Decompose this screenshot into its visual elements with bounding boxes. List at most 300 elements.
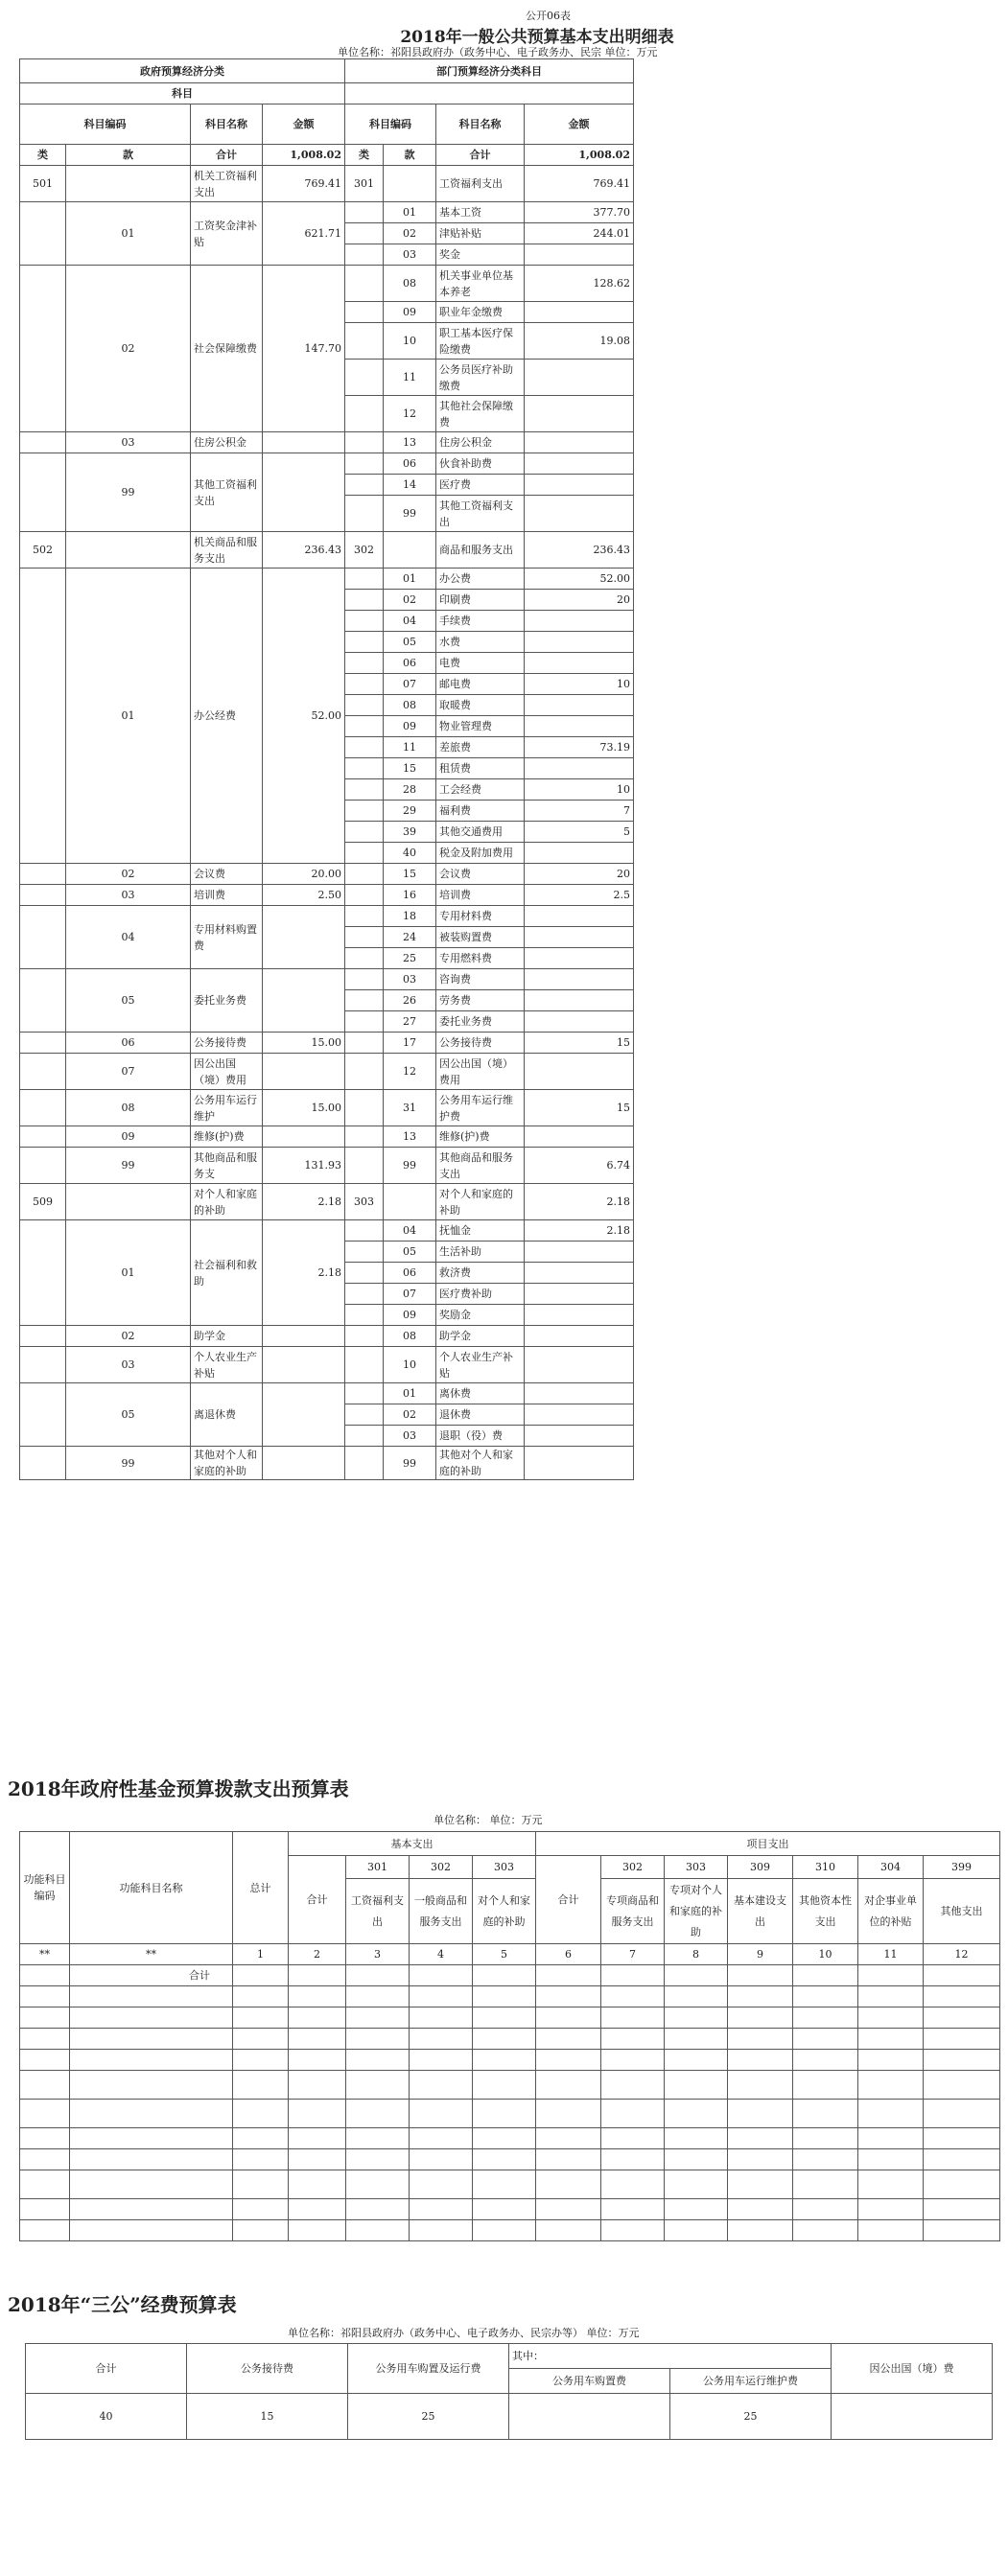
- dept-lei: [345, 758, 384, 779]
- gov-kuan: 01: [66, 569, 191, 864]
- table-row: [20, 906, 634, 927]
- dept-lei: [345, 1284, 384, 1305]
- dept-lei: [345, 1242, 384, 1263]
- gov-name: 社会保障缴费: [191, 266, 263, 432]
- dept-kuan: 24: [384, 927, 436, 948]
- dept-lei: [345, 695, 384, 716]
- car-value: 25: [348, 2394, 509, 2440]
- dept-lei: [345, 1305, 384, 1326]
- dept-kuan: 12: [384, 1054, 436, 1090]
- dept-name: 住房公积金: [436, 432, 525, 453]
- basic-header: 基本支出: [289, 1832, 536, 1856]
- dept-amount: [525, 969, 634, 990]
- gov-amount: [263, 453, 345, 532]
- gov-kuan: 01: [66, 202, 191, 266]
- kuan-header: 款: [66, 145, 191, 166]
- dept-kuan: 07: [384, 674, 436, 695]
- dept-lei: [345, 716, 384, 737]
- table-row: [20, 1054, 634, 1090]
- dept-lei: [345, 969, 384, 990]
- total-label: 合计: [191, 145, 263, 166]
- gov-amount: [263, 1126, 345, 1148]
- basic-name-1: 一般商品和服务支出: [410, 1879, 473, 1944]
- gov-lei: [20, 864, 66, 885]
- proj-name-4: 对企事业单位的补贴: [858, 1879, 924, 1944]
- gov-amount: 2.18: [263, 1220, 345, 1326]
- dept-amount: [525, 1305, 634, 1326]
- table-row: [20, 532, 634, 569]
- dept-kuan: 15: [384, 864, 436, 885]
- proj-name-5: 其他支出: [924, 1879, 1000, 1944]
- gov-name: 公务用车运行维护: [191, 1090, 263, 1126]
- gov-kuan: [66, 1184, 191, 1220]
- func-code-header: 功能科目编码: [20, 1832, 70, 1944]
- table-row: [20, 2128, 1000, 2149]
- dept-amount: 20: [525, 590, 634, 611]
- table1: [19, 58, 634, 1480]
- project-header: 项目支出: [536, 1832, 1000, 1856]
- table-row: [20, 1126, 634, 1148]
- dept-kuan: 02: [384, 1404, 436, 1426]
- dept-lei: [345, 396, 384, 432]
- dept-lei: [345, 1263, 384, 1284]
- dept-kuan: 06: [384, 1263, 436, 1284]
- car-run-header: 公务用车运行维护费: [670, 2369, 832, 2394]
- dept-lei: [345, 569, 384, 590]
- kuan-header-2: 款: [384, 145, 436, 166]
- table-row: [20, 1220, 634, 1242]
- gov-kuan: 99: [66, 1148, 191, 1184]
- dept-kuan: 04: [384, 611, 436, 632]
- gov-lei: [20, 1033, 66, 1054]
- gov-lei: 502: [20, 532, 66, 569]
- gov-lei: [20, 1090, 66, 1126]
- dept-kuan: 99: [384, 1447, 436, 1480]
- dept-kuan: 12: [384, 396, 436, 432]
- dept-name: 维修(护)费: [436, 1126, 525, 1148]
- gov-lei: [20, 906, 66, 969]
- proj-name-3: 其他资本性支出: [793, 1879, 858, 1944]
- dept-lei: [345, 885, 384, 906]
- table-row: [20, 202, 634, 223]
- dept-name: 医疗费: [436, 475, 525, 496]
- dept-name: 被装购置费: [436, 927, 525, 948]
- dept-lei: [345, 244, 384, 266]
- dept-name: 医疗费补助: [436, 1284, 525, 1305]
- gov-lei: [20, 1126, 66, 1148]
- dept-code-header: 科目编码: [345, 104, 436, 145]
- gov-lei: [20, 569, 66, 864]
- dept-amount: [525, 1242, 634, 1263]
- gov-name: 社会福利和救助: [191, 1220, 263, 1326]
- table2-total-row: 合计: [70, 1965, 233, 1986]
- dept-name: 劳务费: [436, 990, 525, 1011]
- dept-lei: [345, 1033, 384, 1054]
- gov-name: 其他对个人和家庭的补助: [191, 1447, 263, 1480]
- dept-lei: [345, 475, 384, 496]
- gov-name: 公务接待费: [191, 1033, 263, 1054]
- dept-lei: [345, 302, 384, 323]
- dept-kuan: [384, 532, 436, 569]
- dept-kuan: 09: [384, 716, 436, 737]
- sangong-total-value: 40: [26, 2394, 187, 2440]
- dept-lei: [345, 674, 384, 695]
- dept-name: 取暖费: [436, 695, 525, 716]
- dept-amount: 769.41: [525, 166, 634, 202]
- table1-title: 2018年一般公共预算基本支出明细表: [400, 28, 674, 47]
- gov-name: 培训费: [191, 885, 263, 906]
- dept-amount: [525, 1404, 634, 1426]
- proj-name-2: 基本建设支出: [728, 1879, 793, 1944]
- dept-amount: [525, 302, 634, 323]
- car-buy-value: [509, 2394, 670, 2440]
- dept-lei: [345, 202, 384, 223]
- gov-amount: 236.43: [263, 532, 345, 569]
- dept-kuan: 31: [384, 1090, 436, 1126]
- proj-code-0: 302: [601, 1856, 665, 1879]
- table-row: [20, 2071, 1000, 2100]
- gov-amount-header: 金额: [263, 104, 345, 145]
- gov-name: 工资奖金津补贴: [191, 202, 263, 266]
- gov-header-sub: 科目: [20, 83, 345, 104]
- dept-amount: [525, 1426, 634, 1447]
- dept-name: 其他工资福利支出: [436, 496, 525, 532]
- gov-header: 政府预算经济分类: [20, 59, 345, 83]
- dept-amount: 15: [525, 1090, 634, 1126]
- gov-lei: [20, 453, 66, 532]
- gov-code-header: 科目编码: [20, 104, 191, 145]
- dept-kuan: [384, 1184, 436, 1220]
- gov-name: 因公出国（境）费用: [191, 1054, 263, 1090]
- total-amount-2: 1,008.02: [525, 145, 634, 166]
- gov-name: 其他商品和服务支: [191, 1148, 263, 1184]
- dept-name: 救济费: [436, 1263, 525, 1284]
- car-buy-header: 公务用车购置费: [509, 2369, 670, 2394]
- gov-name: 助学金: [191, 1326, 263, 1347]
- proj-code-4: 304: [858, 1856, 924, 1879]
- dept-lei: [345, 1404, 384, 1426]
- dept-kuan: 15: [384, 758, 436, 779]
- dept-lei: [345, 1090, 384, 1126]
- basic-code-0: 301: [346, 1856, 410, 1879]
- dept-name: 电费: [436, 653, 525, 674]
- table-row: [20, 2220, 1000, 2241]
- table-row: [20, 432, 634, 453]
- dept-name: 机关事业单位基本养老: [436, 266, 525, 302]
- dept-name: 咨询费: [436, 969, 525, 990]
- dept-lei: [345, 906, 384, 927]
- table-row: [20, 266, 634, 302]
- dept-name: 专用燃料费: [436, 948, 525, 969]
- dept-name: 委托业务费: [436, 1011, 525, 1033]
- dept-kuan: 09: [384, 302, 436, 323]
- dept-lei: [345, 1126, 384, 1148]
- gov-lei: [20, 1220, 66, 1326]
- dept-lei: 302: [345, 532, 384, 569]
- table-row: [20, 1184, 634, 1220]
- dept-name: 水费: [436, 632, 525, 653]
- column-index: **: [70, 1944, 233, 1965]
- gov-lei: [20, 1326, 66, 1347]
- dept-name: 印刷费: [436, 590, 525, 611]
- column-index: 12: [924, 1944, 1000, 1965]
- gov-lei: [20, 1447, 66, 1480]
- gov-amount: 131.93: [263, 1148, 345, 1184]
- reception-value: 15: [187, 2394, 348, 2440]
- abroad-value: [832, 2394, 993, 2440]
- dept-amount: [525, 632, 634, 653]
- table-row: [20, 1326, 634, 1347]
- table-row: [20, 2029, 1000, 2050]
- car-run-value: 25: [670, 2394, 832, 2440]
- gov-kuan: 08: [66, 1090, 191, 1126]
- gov-amount: [263, 969, 345, 1033]
- table1-unit: 单位名称：祁阳县政府办（政务中心、电子政务办、民宗 单位：万元: [338, 46, 658, 58]
- dept-kuan: 40: [384, 843, 436, 864]
- gov-kuan: 04: [66, 906, 191, 969]
- dept-name: 公务接待费: [436, 1033, 525, 1054]
- dept-lei: [345, 801, 384, 822]
- dept-name: 物业管理费: [436, 716, 525, 737]
- gov-name: 对个人和家庭的补助: [191, 1184, 263, 1220]
- column-index: 7: [601, 1944, 665, 1965]
- dept-amount: 377.70: [525, 202, 634, 223]
- dept-lei: [345, 1383, 384, 1404]
- dept-lei: 301: [345, 166, 384, 202]
- sangong-total-header: 合计: [26, 2344, 187, 2394]
- dept-name: 津贴补贴: [436, 223, 525, 244]
- dept-lei: [345, 1011, 384, 1033]
- project-sum-header: 合计: [536, 1856, 601, 1944]
- dept-name: 邮电费: [436, 674, 525, 695]
- dept-kuan: 18: [384, 906, 436, 927]
- gov-amount: 769.41: [263, 166, 345, 202]
- dept-lei: [345, 1326, 384, 1347]
- table-row: [20, 1986, 1000, 2007]
- gov-kuan: 99: [66, 1447, 191, 1480]
- column-index: 1: [233, 1944, 289, 1965]
- dept-kuan: 01: [384, 569, 436, 590]
- dept-amount: 19.08: [525, 323, 634, 360]
- gov-amount: 147.70: [263, 266, 345, 432]
- gov-kuan: 03: [66, 1347, 191, 1383]
- basic-sum-header: 合计: [289, 1856, 346, 1944]
- dept-amount: [525, 653, 634, 674]
- dept-name: 专用材料费: [436, 906, 525, 927]
- table-row: [20, 1383, 634, 1404]
- dept-amount: 10: [525, 674, 634, 695]
- gov-name: 个人农业生产补贴: [191, 1347, 263, 1383]
- gov-amount: 20.00: [263, 864, 345, 885]
- dept-name: 离休费: [436, 1383, 525, 1404]
- gov-amount: [263, 1054, 345, 1090]
- lei-header-2: 类: [345, 145, 384, 166]
- gov-name: 专用材料购置费: [191, 906, 263, 969]
- dept-kuan: 10: [384, 323, 436, 360]
- table-row: [20, 1148, 634, 1184]
- dept-amount-header: 金额: [525, 104, 634, 145]
- dept-amount: 7: [525, 801, 634, 822]
- basic-code-2: 303: [473, 1856, 536, 1879]
- gov-kuan: 03: [66, 885, 191, 906]
- dept-kuan: 14: [384, 475, 436, 496]
- reception-header: 公务接待费: [187, 2344, 348, 2394]
- column-index: 5: [473, 1944, 536, 1965]
- gov-name: 机关商品和服务支出: [191, 532, 263, 569]
- dept-amount: 236.43: [525, 532, 634, 569]
- gov-name: 办公经费: [191, 569, 263, 864]
- dept-amount: 10: [525, 779, 634, 801]
- dept-amount: [525, 432, 634, 453]
- table3-title: 2018年“三公”经费预算表: [8, 2293, 237, 2316]
- table-row: [20, 166, 634, 202]
- dept-amount: [525, 1011, 634, 1033]
- table-row: [20, 969, 634, 990]
- dept-lei: [345, 737, 384, 758]
- dept-name: 个人农业生产补贴: [436, 1347, 525, 1383]
- dept-lei: [345, 653, 384, 674]
- dept-name: 抚恤金: [436, 1220, 525, 1242]
- of-which-header: 其中：: [509, 2344, 832, 2369]
- dept-amount: 2.18: [525, 1220, 634, 1242]
- dept-name: 退休费: [436, 1404, 525, 1426]
- dept-lei: [345, 1426, 384, 1447]
- dept-lei: [345, 223, 384, 244]
- dept-amount: [525, 1347, 634, 1383]
- dept-kuan: 99: [384, 496, 436, 532]
- dept-name: 基本工资: [436, 202, 525, 223]
- dept-lei: [345, 1347, 384, 1383]
- dept-amount: [525, 453, 634, 475]
- proj-name-0: 专项商品和服务支出: [601, 1879, 665, 1944]
- column-index: 9: [728, 1944, 793, 1965]
- dept-lei: [345, 843, 384, 864]
- gov-amount: [263, 1326, 345, 1347]
- gov-name: 机关工资福利支出: [191, 166, 263, 202]
- dept-kuan: 03: [384, 1426, 436, 1447]
- proj-code-2: 309: [728, 1856, 793, 1879]
- gov-name: 维修(护)费: [191, 1126, 263, 1148]
- gov-amount: [263, 1447, 345, 1480]
- dept-amount: [525, 927, 634, 948]
- dept-kuan: 25: [384, 948, 436, 969]
- dept-kuan: 10: [384, 1347, 436, 1383]
- gov-lei: [20, 202, 66, 266]
- dept-lei: [345, 1447, 384, 1480]
- dept-kuan: 02: [384, 590, 436, 611]
- dept-name-header: 科目名称: [436, 104, 525, 145]
- dept-name: 退职（役）费: [436, 1426, 525, 1447]
- grand-total-header: 总计: [233, 1832, 289, 1944]
- dept-amount: [525, 990, 634, 1011]
- table3: [25, 2343, 993, 2440]
- dept-name: 商品和服务支出: [436, 532, 525, 569]
- gov-kuan: 09: [66, 1126, 191, 1148]
- dept-kuan: 05: [384, 1242, 436, 1263]
- column-index: **: [20, 1944, 70, 1965]
- dept-name: 其他对个人和家庭的补助: [436, 1447, 525, 1480]
- table2-title: 2018年政府性基金预算拨款支出预算表: [8, 1777, 349, 1800]
- dept-amount: 128.62: [525, 266, 634, 302]
- table-row: [20, 1090, 634, 1126]
- dept-amount: 5: [525, 822, 634, 843]
- basic-name-0: 工资福利支出: [346, 1879, 410, 1944]
- dept-lei: [345, 496, 384, 532]
- dept-lei: [345, 822, 384, 843]
- column-index: 10: [793, 1944, 858, 1965]
- func-name-header: 功能科目名称: [70, 1832, 233, 1944]
- dept-name: 培训费: [436, 885, 525, 906]
- dept-name: 租赁费: [436, 758, 525, 779]
- dept-amount: 52.00: [525, 569, 634, 590]
- dept-amount: [525, 475, 634, 496]
- dept-name: 职工基本医疗保险缴费: [436, 323, 525, 360]
- gov-kuan: 01: [66, 1220, 191, 1326]
- lei-header: 类: [20, 145, 66, 166]
- dept-lei: [345, 632, 384, 653]
- gov-name: 委托业务费: [191, 969, 263, 1033]
- table-row: [20, 2050, 1000, 2071]
- dept-name: 福利费: [436, 801, 525, 822]
- gov-lei: [20, 266, 66, 432]
- dept-amount: 15: [525, 1033, 634, 1054]
- dept-lei: [345, 432, 384, 453]
- dept-name: 其他商品和服务支出: [436, 1148, 525, 1184]
- dept-name: 工资福利支出: [436, 166, 525, 202]
- dept-amount: [525, 396, 634, 432]
- column-index: 3: [346, 1944, 410, 1965]
- gov-amount: 2.18: [263, 1184, 345, 1220]
- dept-name: 伙食补助费: [436, 453, 525, 475]
- gov-amount: 621.71: [263, 202, 345, 266]
- dept-amount: [525, 758, 634, 779]
- dept-name: 奖金: [436, 244, 525, 266]
- gov-lei: [20, 1054, 66, 1090]
- dept-kuan: 01: [384, 202, 436, 223]
- dept-lei: [345, 323, 384, 360]
- dept-kuan: 05: [384, 632, 436, 653]
- dept-kuan: 02: [384, 223, 436, 244]
- gov-name: 其他工资福利支出: [191, 453, 263, 532]
- dept-kuan: 08: [384, 266, 436, 302]
- column-index: 8: [665, 1944, 728, 1965]
- table-tag: 公开06表: [526, 10, 571, 22]
- table-row: [20, 569, 634, 590]
- dept-lei: [345, 864, 384, 885]
- dept-name: 税金及附加费用: [436, 843, 525, 864]
- table-row: [20, 453, 634, 475]
- dept-name: 公务员医疗补助缴费: [436, 360, 525, 396]
- gov-amount: [263, 1347, 345, 1383]
- dept-kuan: 99: [384, 1148, 436, 1184]
- dept-lei: [345, 611, 384, 632]
- gov-amount: 15.00: [263, 1033, 345, 1054]
- dept-amount: [525, 906, 634, 927]
- dept-name: 办公费: [436, 569, 525, 590]
- dept-name: 手续费: [436, 611, 525, 632]
- dept-lei: [345, 1148, 384, 1184]
- basic-code-1: 302: [410, 1856, 473, 1879]
- gov-amount: 52.00: [263, 569, 345, 864]
- proj-name-1: 专项对个人和家庭的补助: [665, 1879, 728, 1944]
- gov-lei: [20, 1383, 66, 1447]
- dept-name: 奖励金: [436, 1305, 525, 1326]
- dept-amount: [525, 1447, 634, 1480]
- gov-amount: 2.50: [263, 885, 345, 906]
- dept-lei: [345, 948, 384, 969]
- gov-lei: [20, 885, 66, 906]
- table2-unit: 单位名称： 单位：万元: [434, 1814, 543, 1826]
